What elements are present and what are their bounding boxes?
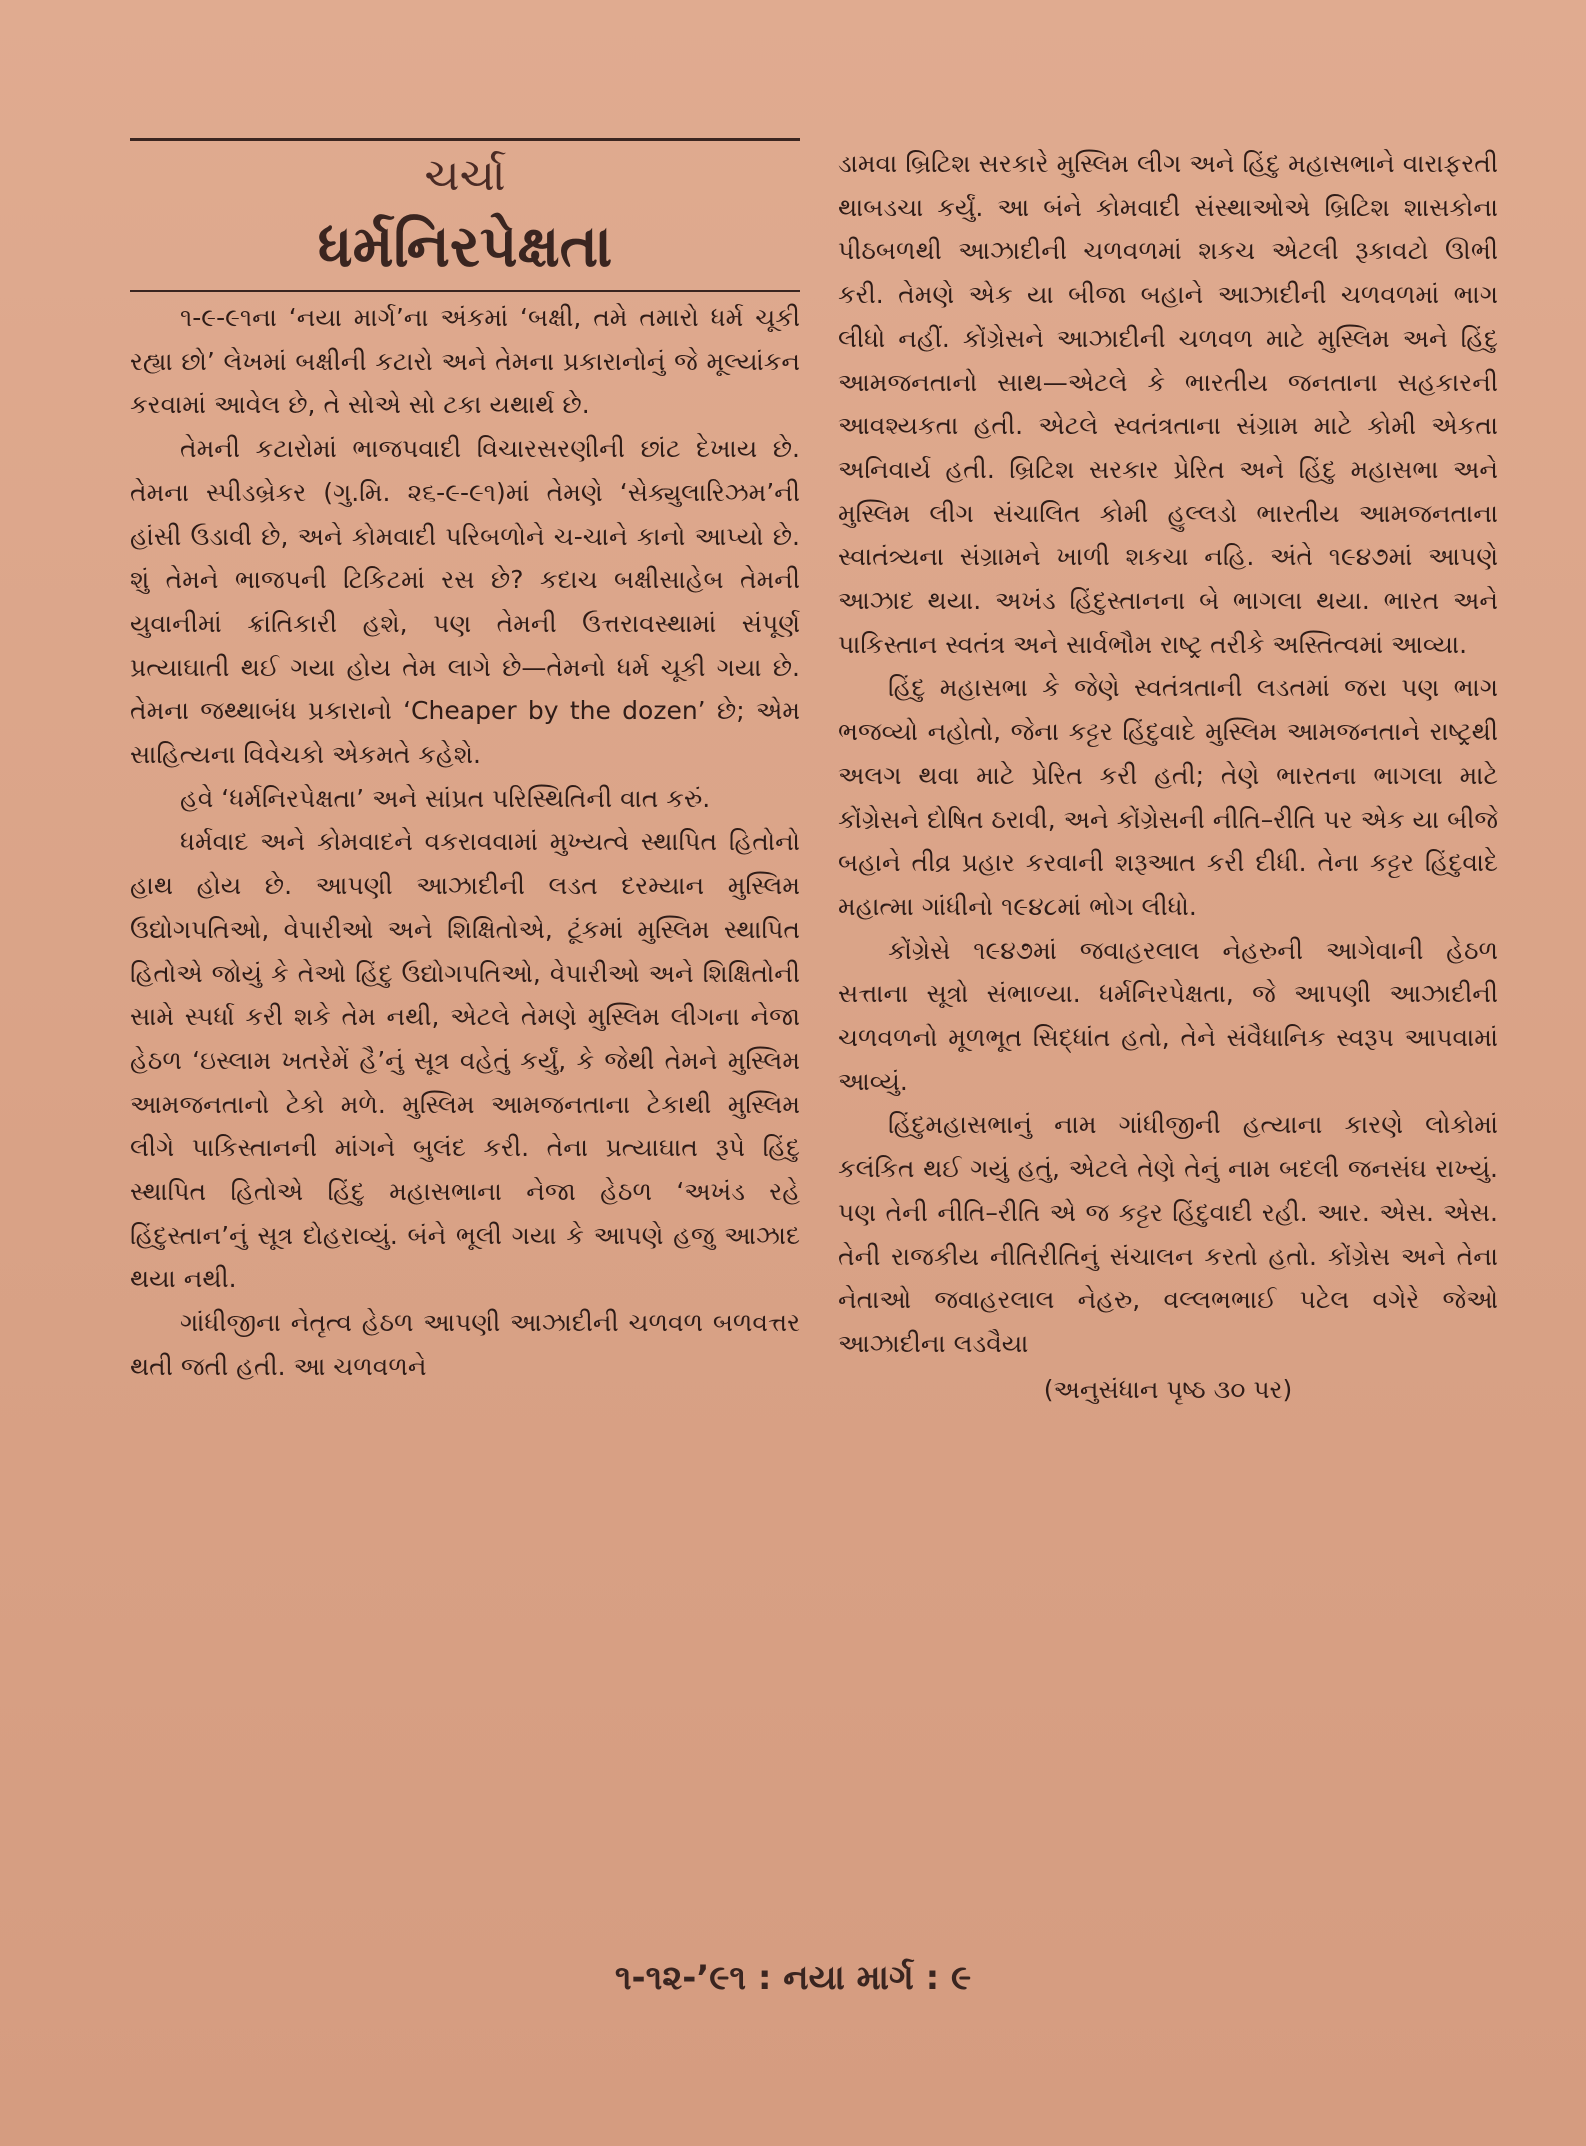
paragraph: હવે ‘ધર્મનિરપેક્ષતા’ અને સાંપ્રત પરિસ્થિતિની વાત કરું. <box>180 783 711 813</box>
paragraph: ૧-૯-૯૧ના ‘નયા માર્ગ’ના અંકમાં ‘બક્ષી, તમે તમારો ધર્મ ચૂકી રહ્યા છો’ લેખમાં બક્ષીની કટારો અને તેમના પ્રકારાનોનું જે મૂલ્યાંકન કરવામાં આવેલ છે, તે સોએ સો ટકા યથાર્થ છે. <box>130 303 800 420</box>
right-column <box>838 142 1498 1411</box>
page-footer: ૧-૧૨-’૯૧ : નયા માર્ગ : ૯ <box>614 1958 972 1998</box>
paragraph: હિંદુમહાસભાનું નામ ગાંધીજીની હત્યાના કારણે લોકોમાં કલંકિત થઈ ગયું હતું, એટલે તેણે તેનું નામ બદલી જનસંઘ રાખ્યું. પણ તેની નીતિ–રીતિ એ જ કટ્ટર હિંદુવાદી રહી. આર. એસ. એસ. તેની રાજકીય નીતિરીતિનું સંચાલન કરતો હતો. કોંગ્રેસ અને તેના નેતાઓ જવાહરલાલ નેહરુ, વલ્લભભાઈ પટેલ વગેરે જેઓ આઝાદીના લડવૈયા <box>838 1110 1498 1358</box>
paragraph: હિંદુ મહાસભા કે જેણે સ્વતંત્રતાની લડતમાં જરા પણ ભાગ ભજવ્યો નહોતો, જેના કટ્ટર હિંદુવાદે મુસ્લિમ આમજનતાને રાષ્ટ્રથી અલગ થવા માટે પ્રેરિત કરી હતી; તેણે ભારતના ભાગલા માટે કોંગ્રેસને દોષિત ઠરાવી, અને કોંગ્રેસની નીતિ–રીતિ પર એક યા બીજે બહાને તીવ્ર પ્રહાર કરવાની શરૂઆત કરી દીધી. તેના કટ્ટર હિંદુવાદે મહાત્મા ગાંધીનો ૧૯૪૮માં ભોગ લીધો. <box>838 673 1498 921</box>
article-headline: ધર્મનિરપેક્ષતા <box>317 212 613 280</box>
continuation-note: (અનુસંધાન પૃષ્ઠ ૩૦ પર) <box>1043 1374 1293 1404</box>
left-column <box>130 296 800 1389</box>
section-kicker: ચર્ચા <box>424 150 506 201</box>
paragraph: ગાંધીજીના નેતૃત્વ હેઠળ આપણી આઝાદીની ચળવળ બળવત્તર થતી જતી હતી. આ ચળવળને <box>130 1308 800 1381</box>
paragraph: ધર્મવાદ અને કોમવાદને વકરાવવામાં મુખ્યત્વે સ્થાપિત હિતોનો હાથ હોય છે. આપણી આઝાદીની લડત દરમ્યાન મુસ્લિમ ઉદ્યોગપતિઓ, વેપારીઓ અને શિક્ષિતોએ, ટૂંકમાં મુસ્લિમ સ્થાપિત હિતોએ જોયું કે તેઓ હિંદુ ઉદ્યોગપતિઓ, વેપારીઓ અને શિક્ષિતોની સામે સ્પર્ધા કરી શકે તેમ નથી, એટલે તેમણે મુસ્લિમ લીગના નેજા હેઠળ ‘ઇસ્લામ ખતરેમેં હૈ’નું સૂત્ર વહેતું કર્યું, કે જેથી તેમને મુસ્લિમ આમજનતાનો ટેકો મળે. મુસ્લિમ આમજનતાના ટેકાથી મુસ્લિમ લીગે પાકિસ્તાનની માંગને બુલંદ કરી. તેના પ્રત્યાઘાત રૂપે હિંદુ સ્થાપિત હિતોએ હિંદુ મહાસભાના નેજા હેઠળ ‘અખંડ રહે હિંદુસ્તાન’નું સૂત્ર દોહરાવ્યું. બંને ભૂલી ગયા કે આપણે હજુ આઝાદ થયા નથી. <box>130 827 800 1294</box>
paragraph: તેમની કટારોમાં ભાજપવાદી વિચારસરણીની છાંટ દેખાય છે. તેમના સ્પીડબ્રેકર (ગુ.મિ. ૨૬-૯-૯૧)માં તેમણે ‘સેક્યુલારિઝમ’ની હાંસી ઉડાવી છે, અને કોમવાદી પરિબળોને ચ-ચાને કાનો આપ્યો છે. શું તેમને ભાજપની ટિકિટમાં રસ છે? કદાચ બક્ષીસાહેબ તેમની યુવાનીમાં ક્રાંતિકારી હશે, પણ તેમની ઉત્તરાવસ્થામાં સંપૂર્ણ પ્રત્યાઘાતી થઈ ગયા હોય તેમ લાગે છે—તેમનો ધર્મ ચૂકી ગયા છે. તેમના જથ્થાબંધ પ્રકારાનો ‘Cheaper by the dozen’ છે; એમ સાહિત્યના વિવેચકો એકમતે કહેશે. <box>130 434 800 770</box>
top-rule <box>130 138 800 141</box>
paragraph: કોંગ્રેસે ૧૯૪૭માં જવાહરલાલ નેહરુની આગેવાની હેઠળ સત્તાના સૂત્રો સંભાળ્યા. ધર્મનિરપેક્ષતા, જે આપણી આઝાદીની ચળવળનો મૂળભૂત સિદ્ધાંત હતો, તેને સંવૈધાનિક સ્વરૂપ આપવામાં આવ્યું. <box>838 935 1498 1096</box>
headline-rule <box>130 290 800 292</box>
paragraph: ડામવા બ્રિટિશ સરકારે મુસ્લિમ લીગ અને હિંદુ મહાસભાને વારાફરતી થાબડચા કર્યું. આ બંને કોમવાદી સંસ્થાઓએ બ્રિટિશ શાસકોના પીઠબળથી આઝાદીની ચળવળમાં શકચ એટલી રૂકાવટો ઊભી કરી. તેમણે એક યા બીજા બહાને આઝાદીની ચળવળમાં ભાગ લીધો નહીં. કોંગ્રેસને આઝાદીની ચળવળ માટે મુસ્લિમ અને હિંદુ આમજનતાનો સાથ—એટલે કે ભારતીય જનતાના સહકારની આવશ્યકતા હતી. એટલે સ્વતંત્રતાના સંગ્રામ માટે કોમી એકતા અનિવાર્ય હતી. બ્રિટિશ સરકાર પ્રેરિત અને હિંદુ મહાસભા અને મુસ્લિમ લીગ સંચાલિત કોમી હુલ્લડો ભારતીય આમજનતાના સ્વાતંત્ર્યના સંગ્રામને ખાળી શકચા નહિ. અંતે ૧૯૪૭માં આપણે આઝાદ થયા. અખંડ હિંદુસ્તાનના બે ભાગલા થયા. ભારત અને પાકિસ્તાન સ્વતંત્ર અને સાર્વભૌમ રાષ્ટ્ર તરીકે અસ્તિત્વમાં આવ્યા. <box>838 149 1498 659</box>
